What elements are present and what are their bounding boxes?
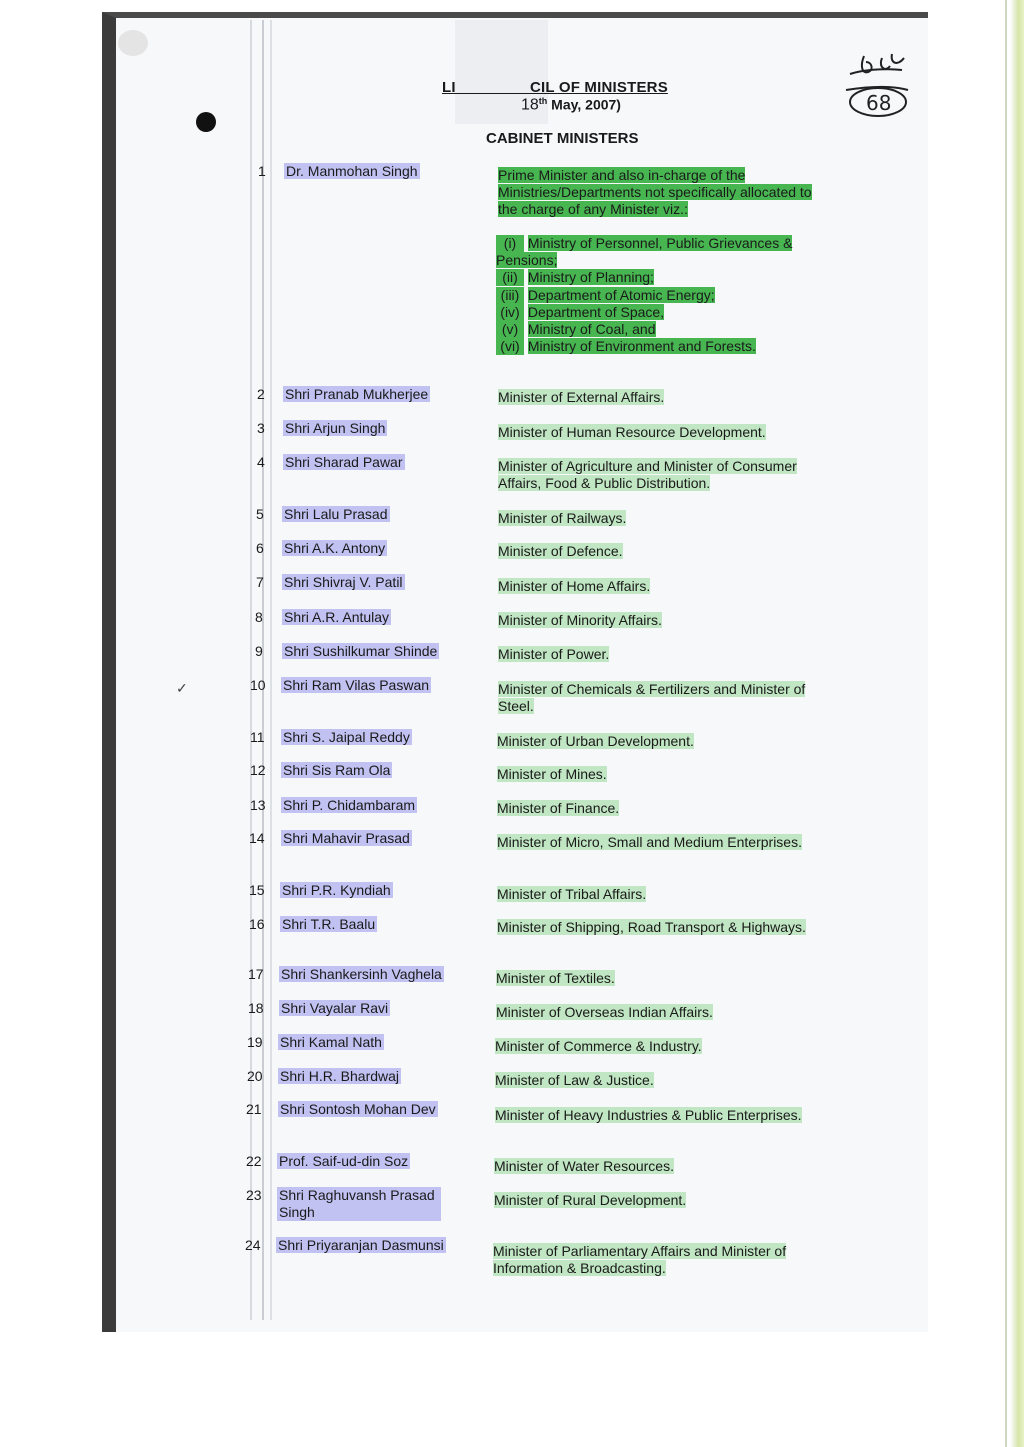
sub-item-label: (iv) — [496, 304, 524, 321]
page-title: LI CIL OF MINISTERS — [442, 79, 668, 96]
portfolio-text: Minister of Minority Affairs. — [498, 612, 662, 628]
row-number: 13 — [250, 797, 266, 813]
sub-item-label: (iii) — [496, 287, 524, 304]
portfolio-text: Minister of Tribal Affairs. — [497, 886, 647, 902]
sub-item-label: (ii) — [496, 269, 524, 286]
portfolio-text: Prime Minister and also in-charge of the Ministries/Departments not specifically allocated to the charge of any Minister viz.: — [498, 167, 812, 217]
page-date — [521, 96, 621, 115]
portfolio — [498, 424, 824, 441]
portfolio-text: Minister of Rural Development. — [494, 1192, 687, 1208]
row-number: 7 — [256, 574, 264, 590]
portfolio — [494, 1158, 820, 1175]
fold-line — [262, 20, 264, 1320]
portfolio-text: Minister of Mines. — [497, 766, 607, 782]
row-number: 10 — [250, 677, 266, 693]
row-number: 23 — [246, 1187, 262, 1203]
portfolio-text: Minister of Human Resource Development. — [498, 424, 766, 440]
minister-name: Shri P.R. Kyndiah — [282, 882, 391, 898]
row-number: 17 — [248, 966, 264, 982]
minister-name: Shri A.R. Antulay — [284, 609, 390, 625]
minister-name: Shri Lalu Prasad — [284, 506, 388, 522]
minister-name: Shri Mahavir Prasad — [283, 830, 410, 846]
portfolio-text: Minister of Finance. — [497, 800, 620, 816]
portfolio-text: Minister of Railways. — [498, 510, 627, 526]
section-heading: CABINET MINISTERS — [486, 130, 639, 147]
minister-name: Shri Kamal Nath — [280, 1034, 382, 1050]
portfolio — [494, 1192, 820, 1209]
portfolio-text: Minister of Law & Justice. — [495, 1072, 654, 1088]
portfolio-text: Minister of Water Resources. — [494, 1158, 674, 1174]
minister-name: Shri T.R. Baalu — [282, 916, 376, 932]
portfolio — [498, 458, 824, 492]
margin-mark: ✓ — [176, 680, 188, 696]
portfolio — [495, 1107, 821, 1124]
portfolio-text: Minister of Textiles. — [496, 970, 615, 986]
sub-item-label: (vi) — [496, 338, 524, 355]
row-number: 6 — [256, 540, 264, 556]
minister-name: Shri Shankersinh Vaghela — [281, 966, 442, 982]
scan-smudge — [118, 30, 148, 56]
portfolio-text: Minister of Overseas Indian Affairs. — [496, 1004, 713, 1020]
date-rest: May, 2007) — [547, 96, 621, 113]
portfolio-text: Minister of Heavy Industries & Public Enterprises. — [495, 1107, 802, 1123]
portfolio-text: Minister of Home Affairs. — [498, 578, 651, 594]
minister-name: Shri Sharad Pawar — [285, 454, 403, 470]
page-edge-strip — [1010, 0, 1024, 1447]
sub-item-label: (v) — [496, 321, 524, 338]
sub-item-text: Ministry of Coal, and — [527, 321, 656, 337]
minister-name: Shri S. Jaipal Reddy — [283, 729, 410, 745]
sub-item-text: Ministry of Personnel, Public Grievances & Pensions; — [496, 235, 793, 268]
portfolio — [498, 543, 824, 560]
minister-name: Shri Sis Ram Ola — [283, 762, 391, 778]
fold-line — [270, 20, 272, 1320]
sub-item-text: Ministry of Environment and Forests. — [527, 338, 756, 354]
row-number: 15 — [249, 882, 265, 898]
row-number: 2 — [257, 386, 265, 402]
svg-text:68: 68 — [866, 91, 892, 115]
date-ordinal: th — [538, 96, 548, 106]
row-number: 4 — [257, 454, 265, 470]
portfolio-text: Minister of Micro, Small and Medium Enterprises. — [497, 834, 802, 850]
sub-item — [496, 269, 654, 286]
portfolio — [497, 919, 823, 936]
portfolio — [495, 1072, 821, 1089]
portfolio — [498, 578, 824, 595]
minister-name: Shri Pranab Mukherjee — [285, 386, 429, 402]
sub-item — [496, 304, 664, 321]
sub-item-text: Department of Space, — [527, 304, 665, 320]
sub-item-text: Ministry of Planning; — [527, 269, 654, 285]
row-number: 9 — [255, 643, 263, 659]
row-number: 21 — [246, 1101, 262, 1117]
sub-item — [496, 287, 715, 304]
row-number: 16 — [249, 916, 265, 932]
row-number: 11 — [250, 729, 265, 745]
minister-name: Prof. Saif-ud-din Soz — [279, 1153, 409, 1169]
row-number: 24 — [245, 1237, 261, 1253]
portfolio — [497, 733, 823, 750]
minister-name: Shri P. Chidambaram — [283, 797, 416, 813]
portfolio-text: Minister of Power. — [498, 646, 610, 662]
portfolio — [498, 167, 824, 218]
portfolio-text: Minister of Parliamentary Affairs and Minister of Information & Broadcasting. — [493, 1243, 787, 1276]
sub-item — [496, 235, 826, 269]
punch-hole — [196, 112, 216, 132]
row-number: 1 — [258, 163, 266, 179]
minister-name: Shri Ram Vilas Paswan — [283, 677, 430, 693]
portfolio-text: Minister of Chemicals & Fertilizers and Minister of Steel. — [498, 681, 806, 714]
minister-name: Shri Priyaranjan Dasmunsi — [278, 1237, 444, 1253]
sub-item-label: (i) — [496, 235, 524, 252]
row-number: 18 — [248, 1000, 264, 1016]
portfolio-text: Minister of Shipping, Road Transport & Highways. — [497, 919, 806, 935]
row-number: 22 — [246, 1153, 262, 1169]
portfolio — [495, 1038, 821, 1055]
date-day: 18 — [521, 96, 539, 114]
row-number: 3 — [257, 420, 265, 436]
row-number: 14 — [249, 830, 265, 846]
minister-name: Shri Arjun Singh — [285, 420, 386, 436]
minister-name: Shri Sushilkumar Shinde — [284, 643, 438, 659]
portfolio-text: Minister of Defence. — [498, 543, 623, 559]
minister-name: Shri Raghuvansh Prasad Singh — [277, 1187, 441, 1221]
portfolio — [497, 766, 823, 783]
handwritten-page-number — [842, 46, 912, 122]
portfolio — [493, 1243, 819, 1277]
minister-name: Dr. Manmohan Singh — [286, 163, 418, 179]
sub-item — [496, 338, 756, 355]
portfolio-text: Minister of External Affairs. — [498, 389, 665, 405]
row-number: 12 — [250, 762, 266, 778]
portfolio — [497, 834, 823, 851]
portfolio-text: Minister of Urban Development. — [497, 733, 694, 749]
minister-name: Shri H.R. Bhardwaj — [280, 1068, 400, 1084]
portfolio — [498, 389, 824, 406]
portfolio — [498, 681, 824, 715]
portfolio — [498, 510, 824, 527]
portfolio — [497, 886, 823, 903]
minister-name: Shri Sontosh Mohan Dev — [280, 1101, 436, 1117]
fold-line — [250, 20, 252, 1320]
row-number: 5 — [256, 506, 264, 522]
minister-name: Shri Shivraj V. Patil — [284, 574, 403, 590]
sub-item-text: Department of Atomic Energy; — [527, 287, 715, 303]
portfolio — [498, 646, 824, 663]
portfolio — [496, 970, 822, 987]
minister-name: Shri Vayalar Ravi — [281, 1000, 389, 1016]
portfolio — [498, 612, 824, 629]
sub-item — [496, 321, 656, 338]
row-number: 8 — [255, 609, 263, 625]
page-edge-line — [1005, 0, 1007, 1447]
portfolio-text: Minister of Agriculture and Minister of Consumer Affairs, Food & Public Distribution. — [498, 458, 797, 491]
row-number: 19 — [247, 1034, 263, 1050]
portfolio — [497, 800, 823, 817]
portfolio-text: Minister of Commerce & Industry. — [495, 1038, 702, 1054]
portfolio — [496, 1004, 822, 1021]
minister-name: Shri A.K. Antony — [284, 540, 386, 556]
row-number: 20 — [247, 1068, 263, 1084]
